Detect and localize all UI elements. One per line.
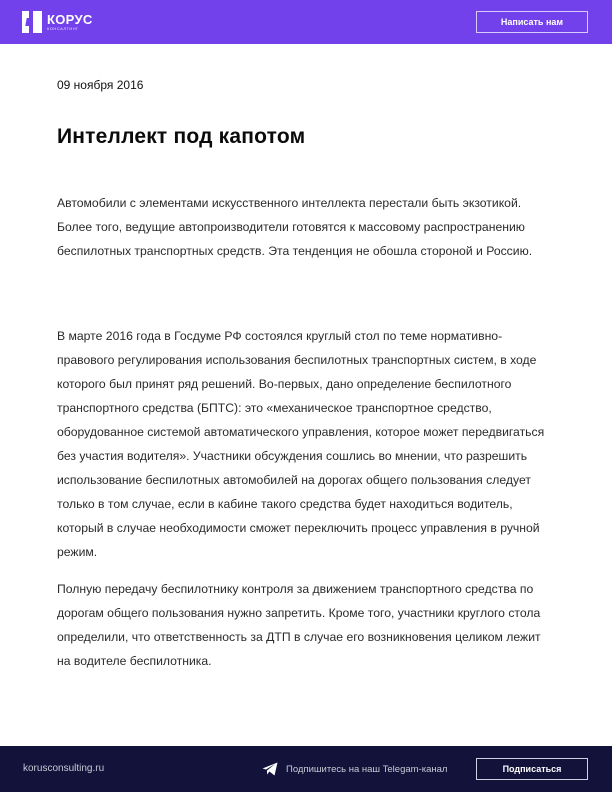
- header: [0, 0, 612, 44]
- article-paragraph: В марте 2016 года в Госдуме РФ состоялся круглый стол по теме нормативно-правового регулирования использования беспилотных транспортных систем, в ходе которого был принят ряд решений. Во-первых, дано определение беспилотного транспортного средства (БПТС): это «механическое транспортное средство, оборудованное системой автоматического управления, которое может передвигаться без участия водителя». Участники обсуждения сошлись во мнении, что разрешить использование беспилотных автомобилей на дорогах общего пользования следует только в том случае, если в кабине такого средства будет находиться водитель, который в случае необходимости сможет переключить процесс управления в ручной режим.: [57, 329, 545, 559]
- site-link[interactable]: korusconsulting.ru: [23, 763, 105, 774]
- article-paragraph: Полную передачу беспилотнику контроля за движением транспортного средства по дорогам общего пользования нужно запретить. Кроме того, участники круглого стола определили, что ответственность за ДТП в случае его возникновения целиком лежит на водителе беспилотника.: [57, 582, 541, 668]
- article-title: Интеллект под капотом: [57, 125, 306, 148]
- subscribe-button[interactable]: Подписаться: [476, 758, 588, 780]
- telegram-icon[interactable]: [262, 762, 278, 776]
- logo-icon: [22, 11, 42, 33]
- article-date: 09 ноября 2016: [57, 78, 144, 92]
- write-us-button[interactable]: Написать нам: [476, 11, 588, 33]
- telegram-link[interactable]: Подпишитесь на наш Telegam-канал: [286, 764, 448, 775]
- logo[interactable]: [22, 11, 93, 33]
- footer: [0, 746, 612, 792]
- logo-name: КОРУС: [47, 11, 93, 27]
- logo-subtitle: КОНСАЛТИНГ: [47, 25, 79, 31]
- article-paragraph: Автомобили с элементами искусственного интеллекта перестали быть экзотикой. Более того, ведущие автопроизводители готовятся к массовому распространению беспилотных транспортных средств. Эта тенденция не обошла стороной и Россию.: [57, 196, 533, 258]
